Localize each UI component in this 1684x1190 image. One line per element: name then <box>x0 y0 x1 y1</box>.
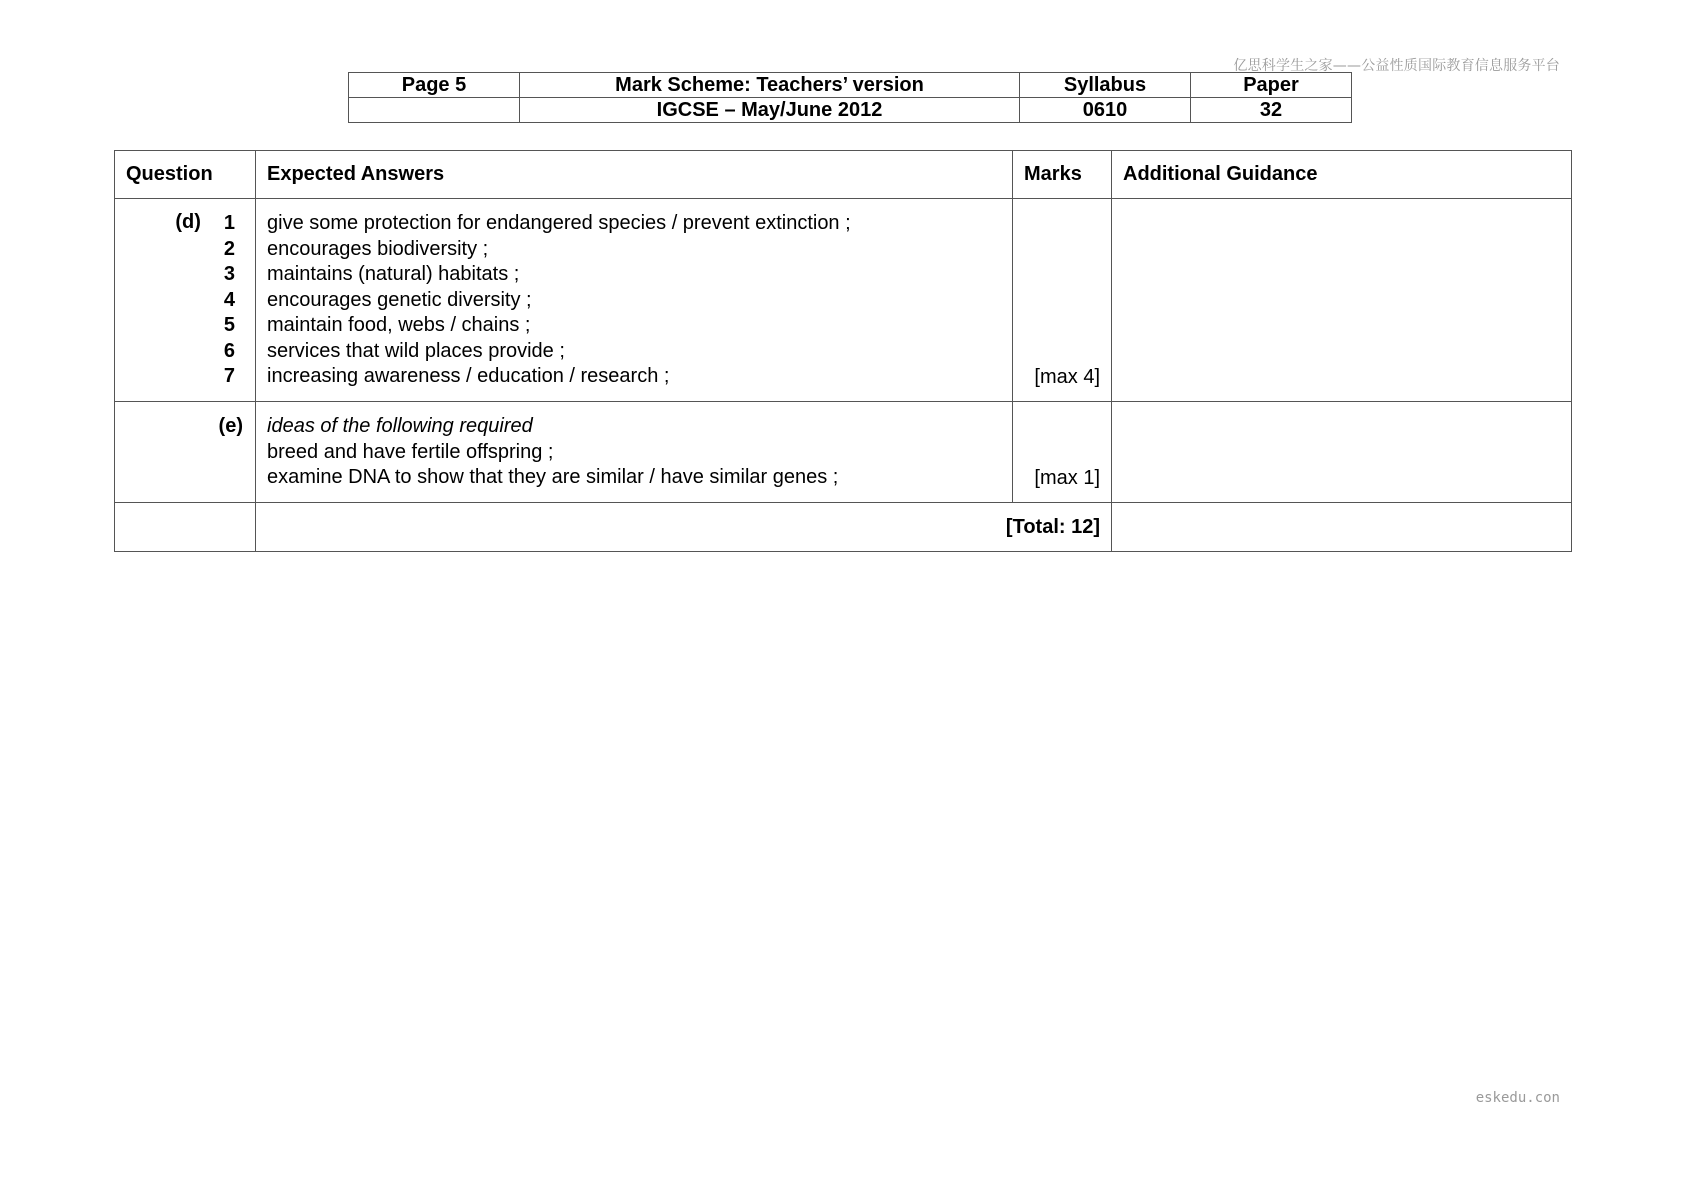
table-row-d <box>115 199 1572 402</box>
answer-line: encourages genetic diversity ; <box>267 288 532 311</box>
total-marks: [Total: 12] <box>256 503 1112 552</box>
answer-line: maintains (natural) habitats ; <box>267 263 520 285</box>
question-numbers <box>224 211 235 390</box>
guidance-d <box>1112 199 1572 402</box>
answer-line: give some protection for endangered species / prevent extinction ; <box>267 212 851 234</box>
total-guidance-empty <box>1112 503 1572 552</box>
header-syllabus-label: Syllabus <box>1020 73 1191 98</box>
header-title: Mark Scheme: Teachers’ version <box>520 73 1020 98</box>
answers-d-cell <box>256 199 1013 402</box>
answer-line: maintain food, webs / chains ; <box>267 314 531 336</box>
question-number: 6 <box>223 339 235 362</box>
header-syllabus-code: 0610 <box>1020 98 1191 123</box>
col-marks: Marks <box>1013 151 1112 199</box>
question-number: 4 <box>223 288 235 311</box>
question-number: 7 <box>223 365 235 387</box>
answer-line: breed and have fertile offspring ; <box>267 440 554 463</box>
header-page: Page 5 <box>349 73 520 98</box>
question-e-cell <box>115 402 256 503</box>
header-exam: IGCSE – May/June 2012 <box>520 98 1020 123</box>
table-header-row <box>115 151 1572 199</box>
question-part-e: (e) <box>218 415 243 437</box>
guidance-e <box>1112 402 1572 503</box>
marks-e: [max 1] <box>1013 402 1112 503</box>
answers-e-cell <box>256 402 1013 503</box>
header-paper-label: Paper <box>1191 73 1352 98</box>
total-question-empty <box>115 503 256 552</box>
table-row-e <box>115 402 1572 503</box>
question-number: 1 <box>223 212 235 234</box>
header-row-1 <box>349 73 1352 98</box>
question-part-d: (d) <box>175 211 201 233</box>
answer-line: examine DNA to show that they are similar / have similar genes ; <box>267 466 839 488</box>
answer-line: increasing awareness / education / research ; <box>267 365 670 387</box>
col-expected-answers: Expected Answers <box>256 151 1013 199</box>
watermark-bottom-text: eskedu.con <box>1475 1090 1560 1106</box>
question-number: 3 <box>223 263 235 285</box>
question-number: 5 <box>223 314 235 336</box>
table-row-total <box>115 503 1572 552</box>
mark-scheme-table <box>114 150 1572 552</box>
question-number: 2 <box>223 237 235 260</box>
header-table <box>348 72 1352 123</box>
header-row-2 <box>349 98 1352 123</box>
header-empty <box>349 98 520 123</box>
answer-line: encourages biodiversity ; <box>267 237 489 260</box>
col-question: Question <box>115 151 256 199</box>
marks-d: [max 4] <box>1013 199 1112 402</box>
col-additional-guidance: Additional Guidance <box>1112 151 1572 199</box>
watermark-top-text: 亿思科学生之家——公益性质国际教育信息服务平台 <box>1233 58 1560 74</box>
answer-line: services that wild places provide ; <box>267 339 565 362</box>
answer-intro: ideas of the following required <box>267 415 533 437</box>
question-d-cell <box>115 199 256 402</box>
header-paper-number: 32 <box>1191 98 1352 123</box>
